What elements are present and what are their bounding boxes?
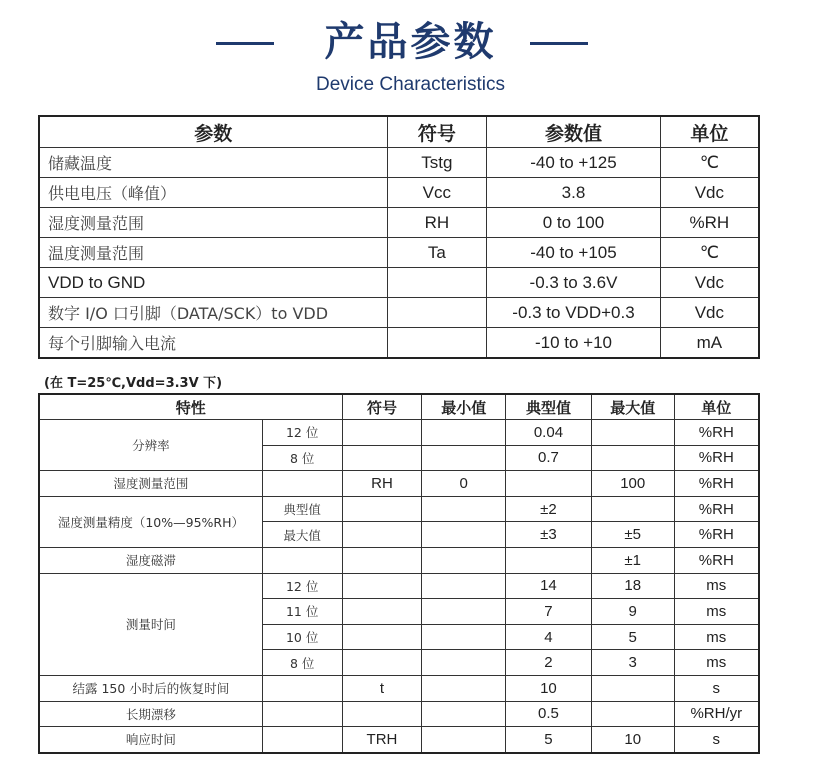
min-cell	[422, 650, 506, 676]
page-title: 产品参数	[324, 19, 497, 65]
table-row	[39, 238, 759, 268]
unit-cell: s	[674, 675, 759, 701]
typ-cell: 5	[506, 727, 592, 753]
header-unit: 单位	[674, 394, 759, 420]
value-cell: -40 to +125	[487, 148, 661, 178]
unit-cell: %RH	[674, 471, 759, 497]
unit-cell: %RH/yr	[674, 701, 759, 727]
unit-cell: Vdc	[660, 268, 759, 298]
unit-cell: ℃	[660, 148, 759, 178]
symbol-cell	[342, 420, 422, 446]
table-header-row	[39, 394, 759, 420]
symbol-cell: Tstg	[387, 148, 487, 178]
sub-cell: 最大值	[262, 522, 342, 548]
max-cell: 9	[591, 599, 674, 625]
header-symbol: 符号	[387, 116, 487, 148]
symbol-cell	[342, 650, 422, 676]
sub-cell: 典型值	[262, 496, 342, 522]
absolute-ratings-table	[38, 115, 760, 359]
symbol-cell	[342, 522, 422, 548]
resolution-label: 分辨率	[39, 420, 262, 471]
response-label: 响应时间	[39, 727, 262, 753]
table-row	[39, 471, 759, 497]
header-max: 最大值	[591, 394, 674, 420]
max-cell: 100	[591, 471, 674, 497]
unit-cell: %RH	[660, 208, 759, 238]
unit-cell: Vdc	[660, 298, 759, 328]
table-row	[39, 328, 759, 359]
typ-cell: ±2	[506, 496, 592, 522]
min-cell	[422, 547, 506, 573]
symbol-cell	[342, 624, 422, 650]
unit-cell: %RH	[674, 445, 759, 471]
min-cell: 0	[422, 471, 506, 497]
min-cell	[422, 624, 506, 650]
table-row	[39, 547, 759, 573]
table-row	[39, 208, 759, 238]
typ-cell: 0.7	[506, 445, 592, 471]
unit-cell: %RH	[674, 496, 759, 522]
max-cell	[591, 496, 674, 522]
symbol-cell	[387, 268, 487, 298]
header-param: 参数	[39, 116, 387, 148]
table-row	[39, 420, 759, 446]
param-cell: 供电电压（峰值）	[39, 178, 387, 208]
symbol-cell: RH	[342, 471, 422, 497]
max-cell	[591, 445, 674, 471]
param-cell: VDD to GND	[39, 268, 387, 298]
unit-cell: mA	[660, 328, 759, 359]
header-min: 最小值	[422, 394, 506, 420]
max-cell	[591, 420, 674, 446]
symbol-cell: t	[342, 675, 422, 701]
param-cell: 储藏温度	[39, 148, 387, 178]
table-row	[39, 298, 759, 328]
unit-cell: ms	[674, 599, 759, 625]
table-header-row	[39, 116, 759, 148]
accuracy-label: 湿度测量精度（10%—95%RH）	[39, 496, 262, 547]
max-cell	[591, 701, 674, 727]
unit-cell: Vdc	[660, 178, 759, 208]
header-symbol: 符号	[342, 394, 422, 420]
min-cell	[422, 701, 506, 727]
min-cell	[422, 522, 506, 548]
min-cell	[422, 573, 506, 599]
min-cell	[422, 445, 506, 471]
param-cell: 湿度测量范围	[39, 208, 387, 238]
sub-cell: 11 位	[262, 599, 342, 625]
header-characteristic: 特性	[39, 394, 342, 420]
value-cell: 0 to 100	[487, 208, 661, 238]
typ-cell: 7	[506, 599, 592, 625]
typ-cell: 0.04	[506, 420, 592, 446]
table-row	[39, 496, 759, 522]
symbol-cell	[342, 547, 422, 573]
param-cell: 每个引脚输入电流	[39, 328, 387, 359]
symbol-cell	[387, 298, 487, 328]
unit-cell: %RH	[674, 420, 759, 446]
recovery-label: 结露 150 小时后的恢复时间	[39, 675, 262, 701]
sub-cell: 12 位	[262, 420, 342, 446]
symbol-cell	[342, 496, 422, 522]
range-label: 湿度测量范围	[39, 471, 262, 497]
max-cell: 18	[591, 573, 674, 599]
sub-cell	[262, 547, 342, 573]
symbol-cell	[342, 599, 422, 625]
header-typ: 典型值	[506, 394, 592, 420]
unit-cell: ms	[674, 650, 759, 676]
max-cell: ±1	[591, 547, 674, 573]
unit-cell: ms	[674, 624, 759, 650]
unit-cell: %RH	[674, 522, 759, 548]
value-cell: -0.3 to VDD+0.3	[487, 298, 661, 328]
symbol-cell	[342, 573, 422, 599]
table-row	[39, 148, 759, 178]
unit-cell: ℃	[660, 238, 759, 268]
min-cell	[422, 420, 506, 446]
typ-cell	[506, 547, 592, 573]
sub-cell: 8 位	[262, 650, 342, 676]
symbol-cell	[342, 701, 422, 727]
table-row	[39, 268, 759, 298]
typ-cell: ±3	[506, 522, 592, 548]
sub-cell: 10 位	[262, 624, 342, 650]
page-subtitle: Device Characteristics	[316, 74, 505, 95]
max-cell: 5	[591, 624, 674, 650]
typ-cell: 0.5	[506, 701, 592, 727]
sub-cell	[262, 675, 342, 701]
drift-label: 长期漂移	[39, 701, 262, 727]
value-cell: -10 to +10	[487, 328, 661, 359]
min-cell	[422, 599, 506, 625]
sub-cell	[262, 727, 342, 753]
symbol-cell	[387, 328, 487, 359]
max-cell: 3	[591, 650, 674, 676]
max-cell	[591, 675, 674, 701]
typ-cell: 4	[506, 624, 592, 650]
symbol-cell	[342, 445, 422, 471]
measure-time-label: 测量时间	[39, 573, 262, 675]
min-cell	[422, 675, 506, 701]
unit-cell: s	[674, 727, 759, 753]
min-cell	[422, 727, 506, 753]
table-row	[39, 178, 759, 208]
typ-cell: 10	[506, 675, 592, 701]
symbol-cell: Vcc	[387, 178, 487, 208]
sub-cell	[262, 701, 342, 727]
min-cell	[422, 496, 506, 522]
param-cell: 温度测量范围	[39, 238, 387, 268]
hysteresis-label: 湿度磁滞	[39, 547, 262, 573]
value-cell: -40 to +105	[487, 238, 661, 268]
typ-cell: 14	[506, 573, 592, 599]
typ-cell: 2	[506, 650, 592, 676]
table-row	[39, 675, 759, 701]
header-value: 参数值	[487, 116, 661, 148]
symbol-cell: RH	[387, 208, 487, 238]
table-row	[39, 727, 759, 753]
conditions-note: (在 T=25℃,Vdd=3.3V 下)	[44, 376, 223, 391]
table-row	[39, 573, 759, 599]
symbol-cell: TRH	[342, 727, 422, 753]
value-cell: 3.8	[487, 178, 661, 208]
sub-cell: 8 位	[262, 445, 342, 471]
max-cell: ±5	[591, 522, 674, 548]
characteristics-table	[38, 393, 760, 754]
value-cell: -0.3 to 3.6V	[487, 268, 661, 298]
unit-cell: ms	[674, 573, 759, 599]
symbol-cell: Ta	[387, 238, 487, 268]
typ-cell	[506, 471, 592, 497]
sub-cell	[262, 471, 342, 497]
sub-cell: 12 位	[262, 573, 342, 599]
unit-cell: %RH	[674, 547, 759, 573]
table-row	[39, 701, 759, 727]
header	[0, 14, 821, 70]
header-unit: 单位	[660, 116, 759, 148]
param-cell: 数字 I/O 口引脚（DATA/SCK）to VDD	[39, 298, 387, 328]
max-cell: 10	[591, 727, 674, 753]
